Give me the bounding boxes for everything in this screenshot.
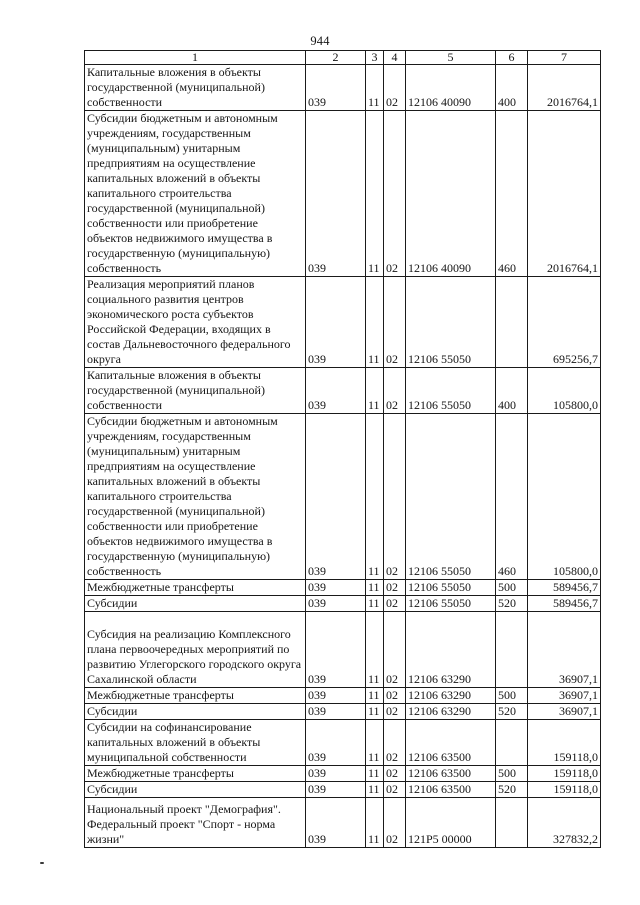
row-expense-type (496, 612, 528, 688)
row-amount: 589456,7 (528, 596, 601, 612)
row-section: 11 (366, 277, 384, 368)
row-expense-type (496, 720, 528, 766)
column-header-name: 1 (85, 51, 306, 65)
row-name: Межбюджетные трансферты (85, 688, 306, 704)
row-article: 12106 63500 (406, 766, 496, 782)
row-name: Субсидии (85, 704, 306, 720)
row-subsection: 02 (384, 782, 406, 798)
row-subsection: 02 (384, 596, 406, 612)
row-code: 039 (306, 580, 366, 596)
table-row (85, 782, 601, 798)
table-row (85, 612, 601, 688)
row-article: 12106 63500 (406, 720, 496, 766)
row-section: 11 (366, 111, 384, 277)
table-row (85, 111, 601, 277)
row-name: Капитальные вложения в объекты государственной (муниципальной) собственности (85, 368, 306, 414)
row-expense-type: 520 (496, 704, 528, 720)
row-code: 039 (306, 612, 366, 688)
row-expense-type: 500 (496, 766, 528, 782)
row-expense-type (496, 277, 528, 368)
row-section: 11 (366, 798, 384, 848)
row-article: 12106 63290 (406, 704, 496, 720)
row-name: Капитальные вложения в объекты государственной (муниципальной) собственности (85, 65, 306, 111)
row-name: Субсидии бюджетным и автономным учреждениям, государственным (муниципальным) унитарным предприятиям на осуществление капитальных вложений в объекты капитального строительства государственной (муниципальной) собственности или приобретение объектов недвижимого имущества в государственную (муниципальную) собственность (85, 111, 306, 277)
row-name: Субсидии (85, 596, 306, 612)
row-amount: 159118,0 (528, 782, 601, 798)
row-subsection: 02 (384, 65, 406, 111)
row-article: 12106 55050 (406, 368, 496, 414)
row-code: 039 (306, 596, 366, 612)
table-row (85, 368, 601, 414)
row-subsection: 02 (384, 277, 406, 368)
budget-table (84, 50, 601, 848)
row-amount: 159118,0 (528, 766, 601, 782)
table-row (85, 65, 601, 111)
row-code: 039 (306, 368, 366, 414)
row-name: Реализация мероприятий планов социального развития центров экономического роста субъектов Российской Федерации, входящих в состав Дальневосточного федерального округа (85, 277, 306, 368)
row-section: 11 (366, 612, 384, 688)
table-row (85, 688, 601, 704)
table-row (85, 580, 601, 596)
row-amount: 695256,7 (528, 277, 601, 368)
column-header-code: 2 (306, 51, 366, 65)
table-row (85, 704, 601, 720)
table-row (85, 277, 601, 368)
row-section: 11 (366, 704, 384, 720)
column-header-subsection: 4 (384, 51, 406, 65)
row-amount: 36907,1 (528, 704, 601, 720)
row-subsection: 02 (384, 368, 406, 414)
column-header-amount: 7 (528, 51, 601, 65)
row-expense-type (496, 798, 528, 848)
row-article: 12106 40090 (406, 111, 496, 277)
row-section: 11 (366, 414, 384, 580)
row-subsection: 02 (384, 688, 406, 704)
row-section: 11 (366, 766, 384, 782)
row-article: 12106 63290 (406, 612, 496, 688)
row-code: 039 (306, 766, 366, 782)
row-expense-type: 400 (496, 368, 528, 414)
row-name: Субсидия на реализацию Комплексного плана первоочередных мероприятий по развитию Углегорского городского округа Сахалинской области (85, 612, 306, 688)
row-code: 039 (306, 65, 366, 111)
row-article: 12106 40090 (406, 65, 496, 111)
row-expense-type: 500 (496, 580, 528, 596)
row-code: 039 (306, 704, 366, 720)
row-subsection: 02 (384, 798, 406, 848)
row-amount: 589456,7 (528, 580, 601, 596)
row-code: 039 (306, 111, 366, 277)
row-amount: 36907,1 (528, 612, 601, 688)
row-subsection: 02 (384, 111, 406, 277)
row-code: 039 (306, 798, 366, 848)
row-expense-type: 400 (496, 65, 528, 111)
row-expense-type: 520 (496, 782, 528, 798)
row-code: 039 (306, 277, 366, 368)
row-expense-type: 500 (496, 688, 528, 704)
row-section: 11 (366, 65, 384, 111)
table-row (85, 596, 601, 612)
row-section: 11 (366, 688, 384, 704)
row-article: 12106 55050 (406, 580, 496, 596)
row-name: Межбюджетные трансферты (85, 580, 306, 596)
row-amount: 159118,0 (528, 720, 601, 766)
column-header-article: 5 (406, 51, 496, 65)
row-code: 039 (306, 688, 366, 704)
row-expense-type: 460 (496, 414, 528, 580)
row-subsection: 02 (384, 720, 406, 766)
table-header-row (85, 51, 601, 65)
column-header-expense-type: 6 (496, 51, 528, 65)
table-row (85, 720, 601, 766)
row-amount: 105800,0 (528, 414, 601, 580)
row-name: Субсидии бюджетным и автономным учреждениям, государственным (муниципальным) унитарным предприятиям на осуществление капитальных вложений в объекты капитального строительства государственной (муниципальной) собственности или приобретение объектов недвижимого имущества в государственную (муниципальную) собственность (85, 414, 306, 580)
row-amount: 2016764,1 (528, 111, 601, 277)
row-expense-type: 460 (496, 111, 528, 277)
row-name: Субсидии (85, 782, 306, 798)
row-article: 12106 55050 (406, 414, 496, 580)
row-amount: 2016764,1 (528, 65, 601, 111)
row-section: 11 (366, 720, 384, 766)
row-code: 039 (306, 414, 366, 580)
row-expense-type: 520 (496, 596, 528, 612)
row-section: 11 (366, 782, 384, 798)
row-code: 039 (306, 720, 366, 766)
page-number: 944 (310, 34, 330, 48)
row-article: 12106 63500 (406, 782, 496, 798)
row-amount: 105800,0 (528, 368, 601, 414)
row-amount: 327832,2 (528, 798, 601, 848)
row-subsection: 02 (384, 414, 406, 580)
row-section: 11 (366, 368, 384, 414)
row-article: 12106 55050 (406, 596, 496, 612)
row-code: 039 (306, 782, 366, 798)
row-subsection: 02 (384, 580, 406, 596)
row-subsection: 02 (384, 612, 406, 688)
row-subsection: 02 (384, 704, 406, 720)
row-subsection: 02 (384, 766, 406, 782)
table-row (85, 414, 601, 580)
row-name: Межбюджетные трансферты (85, 766, 306, 782)
row-article: 121P5 00000 (406, 798, 496, 848)
row-name: Субсидии на софинансирование капитальных вложений в объекты муниципальной собственности (85, 720, 306, 766)
row-amount: 36907,1 (528, 688, 601, 704)
row-section: 11 (366, 596, 384, 612)
column-header-section: 3 (366, 51, 384, 65)
row-article: 12106 63290 (406, 688, 496, 704)
row-article: 12106 55050 (406, 277, 496, 368)
scan-speck (40, 862, 44, 864)
table-row (85, 766, 601, 782)
row-section: 11 (366, 580, 384, 596)
table-row (85, 798, 601, 848)
row-name: Национальный проект "Демография". Федеральный проект "Спорт - норма жизни" (85, 798, 306, 848)
